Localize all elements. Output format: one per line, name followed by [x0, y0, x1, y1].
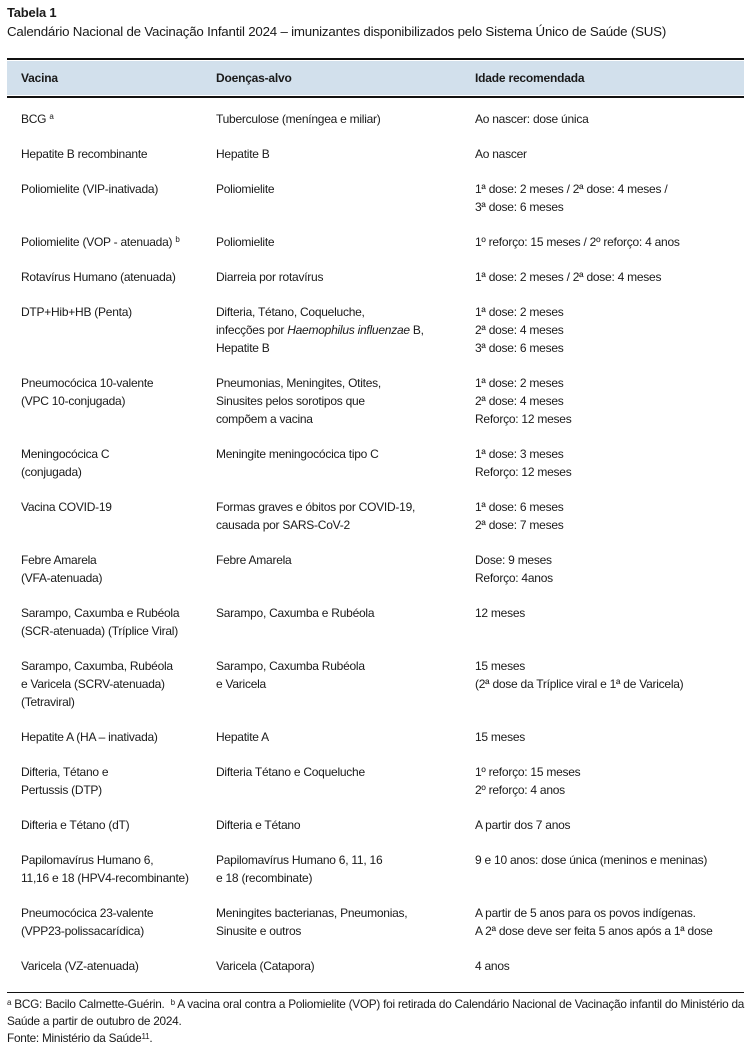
table-row — [7, 957, 744, 975]
footnote-a-text: BCG: Bacilo Calmette-Guérin. — [14, 997, 165, 1011]
cell-vacina — [21, 498, 211, 516]
footnote-marker: a — [49, 112, 54, 121]
cell-vacina — [21, 657, 211, 711]
cell-idade-recomendada: 1º reforço: 15 meses / 2º reforço: 4 anos — [475, 235, 680, 249]
doencas-text: B, Hepatite B — [216, 323, 424, 355]
cell-idade-recomendada: 1ª dose: 2 meses / 2ª dose: 4 meses — [475, 270, 662, 284]
vacina-name: Vacina COVID-19 — [21, 500, 112, 514]
column-header-idade-recomendada: Idade recomendada — [475, 71, 585, 85]
cell-doencas-alvo: Meningite meningocócica tipo C — [216, 447, 379, 461]
cell-vacina — [21, 604, 211, 640]
cell-doencas-alvo: Hepatite B — [216, 147, 270, 161]
vacina-name: BCG — [21, 112, 47, 126]
table-bottom-rule — [7, 992, 744, 993]
cell-doencas-alvo: Tuberculose (meníngea e miliar) — [216, 112, 381, 126]
cell-doencas-alvo: Meningites bacterianas, Pneumonias, Sinusite e outros — [216, 906, 408, 938]
cell-idade-recomendada: 1ª dose: 3 meses Reforço: 12 meses — [475, 447, 572, 479]
table-row — [7, 604, 744, 640]
table-row — [7, 110, 744, 128]
cell-doencas-alvo: Difteria Tétano e Coqueluche — [216, 765, 365, 779]
cell-doencas-alvo: Difteria e Tétano — [216, 818, 301, 832]
vacina-name: Febre Amarela (VFA-atenuada) — [21, 553, 103, 585]
cell-vacina — [21, 763, 211, 799]
table-row — [7, 851, 744, 887]
cell-idade-recomendada: 15 meses — [475, 730, 526, 744]
vacina-name: Poliomielite (VOP - atenuada) — [21, 235, 173, 249]
cell-doencas-alvo: Pneumonias, Meningites, Otites, Sinusites pelos sorotipos que compõem a vacina — [216, 376, 382, 426]
table-row — [7, 268, 744, 286]
table-row — [7, 233, 744, 251]
cell-doencas-alvo: Poliomielite — [216, 235, 275, 249]
cell-vacina — [21, 110, 211, 128]
table-row — [7, 657, 744, 711]
cell-vacina — [21, 180, 211, 198]
vacina-name: DTP+Hib+HB (Penta) — [21, 305, 132, 319]
column-header-vacina: Vacina — [21, 71, 58, 85]
vacina-name: Poliomielite (VIP-inativada) — [21, 182, 159, 196]
table-body — [7, 98, 744, 975]
table-row — [7, 816, 744, 834]
column-header-doencas-alvo: Doenças-alvo — [216, 71, 292, 85]
vacina-name: Papilomavírus Humano 6, 11,16 e 18 (HPV4-recombinante) — [21, 853, 189, 885]
table-row — [7, 728, 744, 746]
table-row — [7, 145, 744, 163]
footnote-source — [7, 1030, 752, 1047]
cell-vacina — [21, 816, 211, 834]
vacina-name: Difteria e Tétano (dT) — [21, 818, 130, 832]
cell-vacina — [21, 551, 211, 587]
source-reference: 11 — [141, 1032, 150, 1041]
table-row — [7, 180, 744, 216]
cell-vacina — [21, 851, 211, 887]
table-caption: Calendário Nacional de Vacinação Infantil 2024 – imunizantes disponibilizados pelo Sistema Único de Saúde (SUS) — [7, 24, 667, 39]
cell-idade-recomendada: 12 meses — [475, 606, 526, 620]
footnote-marker: b — [175, 235, 180, 244]
cell-vacina — [21, 728, 211, 746]
cell-idade-recomendada: Dose: 9 meses Reforço: 4anos — [475, 553, 553, 585]
cell-doencas-alvo: Hepatite A — [216, 730, 269, 744]
cell-vacina — [21, 957, 211, 975]
vacina-name: Meningocócica C (conjugada) — [21, 447, 110, 479]
vacina-name: Sarampo, Caxumba, Rubéola e Varicela (SCRV-atenuada) (Tetraviral) — [21, 659, 173, 709]
doencas-text: Difteria, Tétano, Coqueluche, infecções por — [216, 305, 365, 337]
vacina-name: Pneumocócica 10-valente (VPC 10-conjugada) — [21, 376, 154, 408]
cell-doencas-alvo: Diarreia por rotavírus — [216, 270, 324, 284]
vacina-name: Hepatite A (HA – inativada) — [21, 730, 158, 744]
cell-vacina — [21, 233, 211, 251]
table-top-rule — [7, 58, 744, 60]
cell-idade-recomendada: A partir dos 7 anos — [475, 818, 571, 832]
vacina-name: Hepatite B recombinante — [21, 147, 148, 161]
table-row — [7, 763, 744, 799]
table-footnotes — [7, 996, 752, 1047]
cell-vacina — [21, 268, 211, 286]
table-header — [7, 61, 744, 95]
footnote-ab — [7, 996, 752, 1030]
cell-doencas-alvo: Varicela (Catapora) — [216, 959, 315, 973]
vacina-name: Sarampo, Caxumba e Rubéola (SCR-atenuada) (Tríplice Viral) — [21, 606, 180, 638]
source-text: Fonte: Ministério da Saúde — [7, 1031, 142, 1045]
cell-idade-recomendada: Ao nascer: dose única — [475, 112, 589, 126]
pathogen-name: Haemophilus influenzae — [287, 323, 410, 337]
cell-vacina — [21, 445, 211, 481]
cell-doencas-alvo: Papilomavírus Humano 6, 11, 16 e 18 (recombinate) — [216, 853, 383, 885]
table-row — [7, 498, 744, 534]
vaccination-table — [7, 58, 744, 992]
table-row — [7, 445, 744, 481]
cell-doencas-alvo: Sarampo, Caxumba e Rubéola — [216, 606, 375, 620]
cell-vacina — [21, 374, 211, 410]
table-row — [7, 303, 744, 357]
cell-idade-recomendada: 1º reforço: 15 meses 2º reforço: 4 anos — [475, 765, 581, 797]
cell-vacina — [21, 145, 211, 163]
vacina-name: Varicela (VZ-atenuada) — [21, 959, 139, 973]
cell-idade-recomendada: 9 e 10 anos: dose única (meninos e meninas) — [475, 853, 708, 867]
table-label: Tabela 1 — [7, 5, 57, 20]
cell-idade-recomendada: 15 meses (2ª dose da Tríplice viral e 1ª de Varicela) — [475, 659, 684, 691]
table-row — [7, 551, 744, 587]
vacina-name: Difteria, Tétano e Pertussis (DTP) — [21, 765, 109, 797]
footnote-b-mark: b — [170, 998, 175, 1007]
cell-idade-recomendada: 1ª dose: 2 meses 2ª dose: 4 meses 3ª dose: 6 meses — [475, 305, 564, 355]
source-period: . — [149, 1031, 153, 1045]
table-row — [7, 374, 744, 428]
cell-idade-recomendada: 1ª dose: 2 meses 2ª dose: 4 meses Reforço: 12 meses — [475, 376, 572, 426]
vacina-name: Pneumocócica 23-valente (VPP23-polissacarídica) — [21, 906, 154, 938]
cell-idade-recomendada: 1ª dose: 2 meses / 2ª dose: 4 meses / 3ª dose: 6 meses — [475, 182, 668, 214]
cell-doencas-alvo: Formas graves e óbitos por COVID-19, causada por SARS-CoV-2 — [216, 500, 416, 532]
footnote-b-text: A vacina oral contra a Poliomielite (VOP) foi retirada do Calendário Nacional de Vacinação infantil do Ministério da Saúde a partir de outubro de 2024. — [7, 997, 745, 1028]
cell-doencas-alvo — [216, 303, 471, 357]
cell-doencas-alvo: Sarampo, Caxumba Rubéola e Varicela — [216, 659, 365, 691]
cell-doencas-alvo: Poliomielite — [216, 182, 275, 196]
table-row — [7, 904, 744, 940]
cell-idade-recomendada: Ao nascer — [475, 147, 527, 161]
cell-vacina — [21, 303, 211, 321]
cell-idade-recomendada: 4 anos — [475, 959, 510, 973]
cell-idade-recomendada: A partir de 5 anos para os povos indígenas. A 2ª dose deve ser feita 5 anos após a 1ª dose — [475, 906, 713, 938]
cell-idade-recomendada: 1ª dose: 6 meses 2ª dose: 7 meses — [475, 500, 564, 532]
vacina-name: Rotavírus Humano (atenuada) — [21, 270, 176, 284]
cell-vacina — [21, 904, 211, 940]
cell-doencas-alvo: Febre Amarela — [216, 553, 292, 567]
footnote-a-mark: a — [7, 998, 12, 1007]
